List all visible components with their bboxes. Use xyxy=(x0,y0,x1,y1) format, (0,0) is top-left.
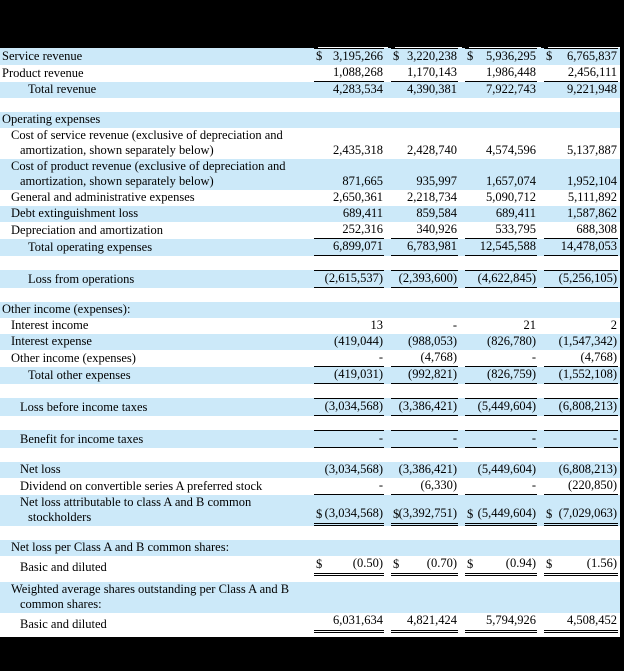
value-cell xyxy=(314,174,384,190)
cell-value: (6,808,213) xyxy=(558,462,617,476)
cell-value: 4,390,381 xyxy=(407,82,457,96)
cell-value: 340,926 xyxy=(416,222,457,236)
table-row xyxy=(0,222,620,239)
cell-value: (220,850) xyxy=(568,478,617,492)
table-row xyxy=(0,82,620,98)
value-cell xyxy=(391,48,458,65)
table-row xyxy=(0,613,620,633)
cell-value: (0.94) xyxy=(505,556,536,570)
cell-value: (4,622,845) xyxy=(477,271,536,285)
cell-value: 1,088,268 xyxy=(333,65,383,79)
table-row xyxy=(0,430,620,448)
currency-symbol: $ xyxy=(546,557,553,571)
currency-symbol: $ xyxy=(316,557,323,571)
cell-value: 533,795 xyxy=(495,222,536,236)
cell-value: 5,936,295 xyxy=(486,49,536,63)
row-label: Basic and diluted xyxy=(20,560,107,574)
row-label: Total operating expenses xyxy=(28,240,153,254)
table-row xyxy=(0,582,620,613)
currency-symbol: $ xyxy=(467,49,474,63)
cell-value: - xyxy=(378,350,383,364)
value-cell xyxy=(465,270,537,288)
value-cell xyxy=(544,334,618,350)
cell-value: (419,031) xyxy=(334,367,383,381)
cell-value: 689,411 xyxy=(495,206,536,220)
table-row xyxy=(0,48,620,65)
value-cell xyxy=(465,478,537,495)
table-row xyxy=(0,478,620,495)
cell-value: (7,029,063) xyxy=(558,506,617,520)
value-cell xyxy=(544,430,618,448)
value-cell xyxy=(465,239,537,256)
header-strip-spacer xyxy=(0,43,311,48)
cell-value: 5,794,926 xyxy=(486,613,536,627)
value-cell xyxy=(391,174,458,190)
cell-value: (5,256,105) xyxy=(558,271,617,285)
cell-value: (3,034,568) xyxy=(324,399,383,413)
cell-value: (3,034,568) xyxy=(324,506,383,520)
value-cell xyxy=(391,239,458,256)
bottom-black-bar xyxy=(0,637,624,671)
value-cell xyxy=(391,143,458,159)
row-label: Operating expenses xyxy=(2,112,101,126)
cell-value: (3,386,421) xyxy=(398,399,457,413)
cell-value: (3,034,568) xyxy=(324,462,383,476)
cell-value: 5,111,892 xyxy=(567,190,617,204)
cell-value: 6,031,634 xyxy=(333,613,383,627)
cell-value: (1,552,108) xyxy=(558,367,617,381)
currency-symbol: $ xyxy=(316,49,323,63)
cell-value: 1,657,074 xyxy=(486,174,536,188)
table-row xyxy=(0,65,620,82)
cell-value: - xyxy=(452,318,457,332)
table-row xyxy=(0,159,620,190)
row-label: Net loss xyxy=(20,462,61,476)
value-cell xyxy=(391,318,458,334)
value-cell xyxy=(314,65,384,82)
value-cell xyxy=(391,556,458,576)
value-cell xyxy=(391,222,458,239)
row-label: Cost of product revenue (exclusive of depreciation and amortization, shown separately below) xyxy=(11,159,286,188)
value-cell xyxy=(465,48,537,65)
cell-value: 1,587,862 xyxy=(567,206,617,220)
value-cell xyxy=(314,206,384,222)
spacer-row xyxy=(0,98,620,112)
cell-value: 3,195,266 xyxy=(333,49,383,63)
spacer-row xyxy=(0,448,620,462)
value-cell xyxy=(314,556,384,576)
value-cell xyxy=(314,239,384,256)
cell-value: 4,821,424 xyxy=(407,613,457,627)
value-cell xyxy=(391,350,458,367)
value-cell xyxy=(391,206,458,222)
value-cell xyxy=(314,613,384,633)
value-cell xyxy=(465,206,537,222)
cell-value: (419,044) xyxy=(334,334,383,348)
row-label: Loss from operations xyxy=(28,272,135,286)
value-cell xyxy=(314,222,384,239)
value-cell xyxy=(391,478,458,495)
value-cell xyxy=(465,430,537,448)
value-cell xyxy=(544,222,618,239)
table-row xyxy=(0,112,620,128)
value-cell xyxy=(391,430,458,448)
cell-value: - xyxy=(452,431,457,445)
value-cell xyxy=(544,190,618,206)
cell-value: 6,899,071 xyxy=(333,239,383,253)
cell-value: (3,386,421) xyxy=(398,462,457,476)
value-cell xyxy=(544,48,618,65)
value-cell xyxy=(544,462,618,478)
row-label: Total revenue xyxy=(28,82,97,96)
value-cell xyxy=(391,270,458,288)
cell-value: - xyxy=(531,350,536,364)
cell-value: - xyxy=(531,431,536,445)
value-cell xyxy=(314,478,384,495)
table-row xyxy=(0,398,620,416)
cell-value: (3,392,751) xyxy=(398,506,457,520)
cell-value: 13 xyxy=(370,318,383,332)
value-cell xyxy=(314,398,384,416)
value-cell xyxy=(465,613,537,633)
cell-value: - xyxy=(378,478,383,492)
cell-value: 12,545,588 xyxy=(479,239,536,253)
value-cell xyxy=(391,334,458,350)
value-cell xyxy=(391,398,458,416)
top-black-bar xyxy=(0,0,624,43)
cell-value: 4,508,452 xyxy=(567,613,617,627)
cell-value: 5,090,712 xyxy=(486,190,536,204)
cell-value: 2,435,318 xyxy=(333,143,383,157)
row-label: Loss before income taxes xyxy=(20,400,148,414)
cell-value: (988,053) xyxy=(408,334,457,348)
row-label: Cost of service revenue (exclusive of depreciation and amortization, shown separately below) xyxy=(11,128,283,157)
row-label: Product revenue xyxy=(2,66,84,80)
value-cell xyxy=(544,556,618,576)
row-label: Service revenue xyxy=(2,49,83,63)
cell-value: 2,650,361 xyxy=(333,190,383,204)
currency-symbol: $ xyxy=(393,49,400,63)
cell-value: 5,137,887 xyxy=(567,143,617,157)
value-cell xyxy=(314,318,384,334)
cell-value: 4,574,596 xyxy=(486,143,536,157)
spacer-row xyxy=(0,288,620,302)
cell-value: 6,783,981 xyxy=(407,239,457,253)
row-label: Depreciation and amortization xyxy=(11,223,164,237)
row-label: Interest expense xyxy=(11,334,92,348)
table-row xyxy=(0,495,620,526)
spacer-row xyxy=(0,384,620,398)
cell-value: (0.50) xyxy=(352,556,383,570)
table-row xyxy=(0,318,620,334)
value-cell xyxy=(465,174,537,190)
currency-symbol: $ xyxy=(546,507,553,521)
value-cell xyxy=(544,239,618,256)
cell-value: - xyxy=(531,478,536,492)
value-cell xyxy=(465,506,537,526)
value-cell xyxy=(544,65,618,82)
value-cell xyxy=(544,398,618,416)
value-cell xyxy=(314,506,384,526)
cell-value: 2,456,111 xyxy=(567,65,617,79)
value-cell xyxy=(314,462,384,478)
table-row xyxy=(0,270,620,288)
value-cell xyxy=(544,613,618,633)
value-cell xyxy=(314,82,384,98)
table-row xyxy=(0,206,620,222)
value-cell xyxy=(391,190,458,206)
right-black-edge xyxy=(620,0,624,671)
value-cell xyxy=(465,82,537,98)
value-cell xyxy=(465,367,537,384)
cell-value: 689,411 xyxy=(342,206,383,220)
cell-value: 21 xyxy=(523,318,536,332)
income-statement-table xyxy=(0,48,620,633)
row-label: General and administrative expenses xyxy=(11,190,195,204)
currency-symbol: $ xyxy=(393,507,400,521)
table-row xyxy=(0,239,620,256)
row-label: Interest income xyxy=(11,318,89,332)
row-label: Net loss per Class A and B common shares: xyxy=(11,540,230,554)
value-cell xyxy=(314,367,384,384)
row-label: Net loss attributable to class A and B common stockholders xyxy=(20,495,252,524)
row-label: Weighted average shares outstanding per Class A and B common shares: xyxy=(11,582,290,611)
cell-value: 2 xyxy=(610,318,617,332)
value-cell xyxy=(544,506,618,526)
row-label: Benefit for income taxes xyxy=(20,432,144,446)
value-cell xyxy=(391,506,458,526)
value-cell xyxy=(314,143,384,159)
table-row xyxy=(0,540,620,556)
value-cell xyxy=(465,190,537,206)
table-row xyxy=(0,350,620,367)
currency-symbol: $ xyxy=(467,557,474,571)
cell-value: (826,759) xyxy=(487,367,536,381)
row-label: Other income (expenses): xyxy=(2,302,131,316)
cell-value: 4,283,534 xyxy=(333,82,383,96)
value-cell xyxy=(465,556,537,576)
cell-value: (2,393,600) xyxy=(398,271,457,285)
value-cell xyxy=(544,367,618,384)
value-cell xyxy=(544,174,618,190)
value-cell xyxy=(544,82,618,98)
row-label: Debt extinguishment loss xyxy=(11,206,139,220)
table-row xyxy=(0,334,620,350)
cell-value: 6,765,837 xyxy=(567,49,617,63)
currency-symbol: $ xyxy=(316,507,323,521)
cell-value: (0.70) xyxy=(426,556,457,570)
cell-value: 2,428,740 xyxy=(407,143,457,157)
value-cell xyxy=(391,367,458,384)
value-cell xyxy=(465,143,537,159)
cell-value: (992,821) xyxy=(408,367,457,381)
cell-value: (5,449,604) xyxy=(477,462,536,476)
cell-value: 3,220,238 xyxy=(407,49,457,63)
table-row xyxy=(0,190,620,206)
cell-value: - xyxy=(612,431,617,445)
value-cell xyxy=(544,350,618,367)
cell-value: 1,986,448 xyxy=(486,65,536,79)
currency-symbol: $ xyxy=(546,49,553,63)
value-cell xyxy=(544,318,618,334)
row-label: Other income (expenses) xyxy=(11,351,136,365)
table-row xyxy=(0,302,620,318)
value-cell xyxy=(465,318,537,334)
cell-value: (1,547,342) xyxy=(558,334,617,348)
table-row xyxy=(0,367,620,384)
cell-value: 252,316 xyxy=(342,222,383,236)
value-cell xyxy=(314,430,384,448)
value-cell xyxy=(465,398,537,416)
value-cell xyxy=(314,48,384,65)
value-cell xyxy=(544,478,618,495)
cell-value: (2,615,537) xyxy=(324,271,383,285)
value-cell xyxy=(391,82,458,98)
currency-symbol: $ xyxy=(393,557,400,571)
spacer-row xyxy=(0,416,620,430)
cell-value: 688,308 xyxy=(576,222,617,236)
cell-value: (5,449,604) xyxy=(477,399,536,413)
cell-value: (1.56) xyxy=(586,556,617,570)
value-cell xyxy=(544,143,618,159)
value-cell xyxy=(314,334,384,350)
cell-value: (826,780) xyxy=(487,334,536,348)
cell-value: (6,330) xyxy=(420,478,457,492)
value-cell xyxy=(391,462,458,478)
cell-value: 14,478,053 xyxy=(560,239,617,253)
row-label: Dividend on convertible series A preferred stock xyxy=(20,479,263,493)
value-cell xyxy=(465,350,537,367)
value-cell xyxy=(314,270,384,288)
cell-value: (4,768) xyxy=(420,350,457,364)
cell-value: (5,449,604) xyxy=(477,506,536,520)
cell-value: 9,221,948 xyxy=(567,82,617,96)
cell-value: (6,808,213) xyxy=(558,399,617,413)
value-cell xyxy=(314,190,384,206)
value-cell xyxy=(465,222,537,239)
spacer-row xyxy=(0,526,620,540)
value-cell xyxy=(391,65,458,82)
cell-value: 2,218,734 xyxy=(407,190,457,204)
value-cell xyxy=(391,613,458,633)
table-row xyxy=(0,462,620,478)
spacer-row xyxy=(0,256,620,270)
cell-value: 1,170,143 xyxy=(407,65,457,79)
table-row xyxy=(0,128,620,159)
table-row xyxy=(0,556,620,576)
value-cell xyxy=(544,206,618,222)
value-cell xyxy=(314,350,384,367)
row-label: Basic and diluted xyxy=(20,617,107,631)
row-label: Total other expenses xyxy=(28,368,131,382)
cell-value: 1,952,104 xyxy=(567,174,617,188)
cell-value: 7,922,743 xyxy=(486,82,536,96)
value-cell xyxy=(465,462,537,478)
cell-value: (4,768) xyxy=(580,350,617,364)
currency-symbol: $ xyxy=(467,507,474,521)
cell-value: 871,665 xyxy=(342,174,383,188)
cell-value: 935,997 xyxy=(416,174,457,188)
value-cell xyxy=(465,334,537,350)
cell-value: - xyxy=(378,431,383,445)
cell-value: 859,584 xyxy=(416,206,457,220)
value-cell xyxy=(465,65,537,82)
value-cell xyxy=(544,270,618,288)
